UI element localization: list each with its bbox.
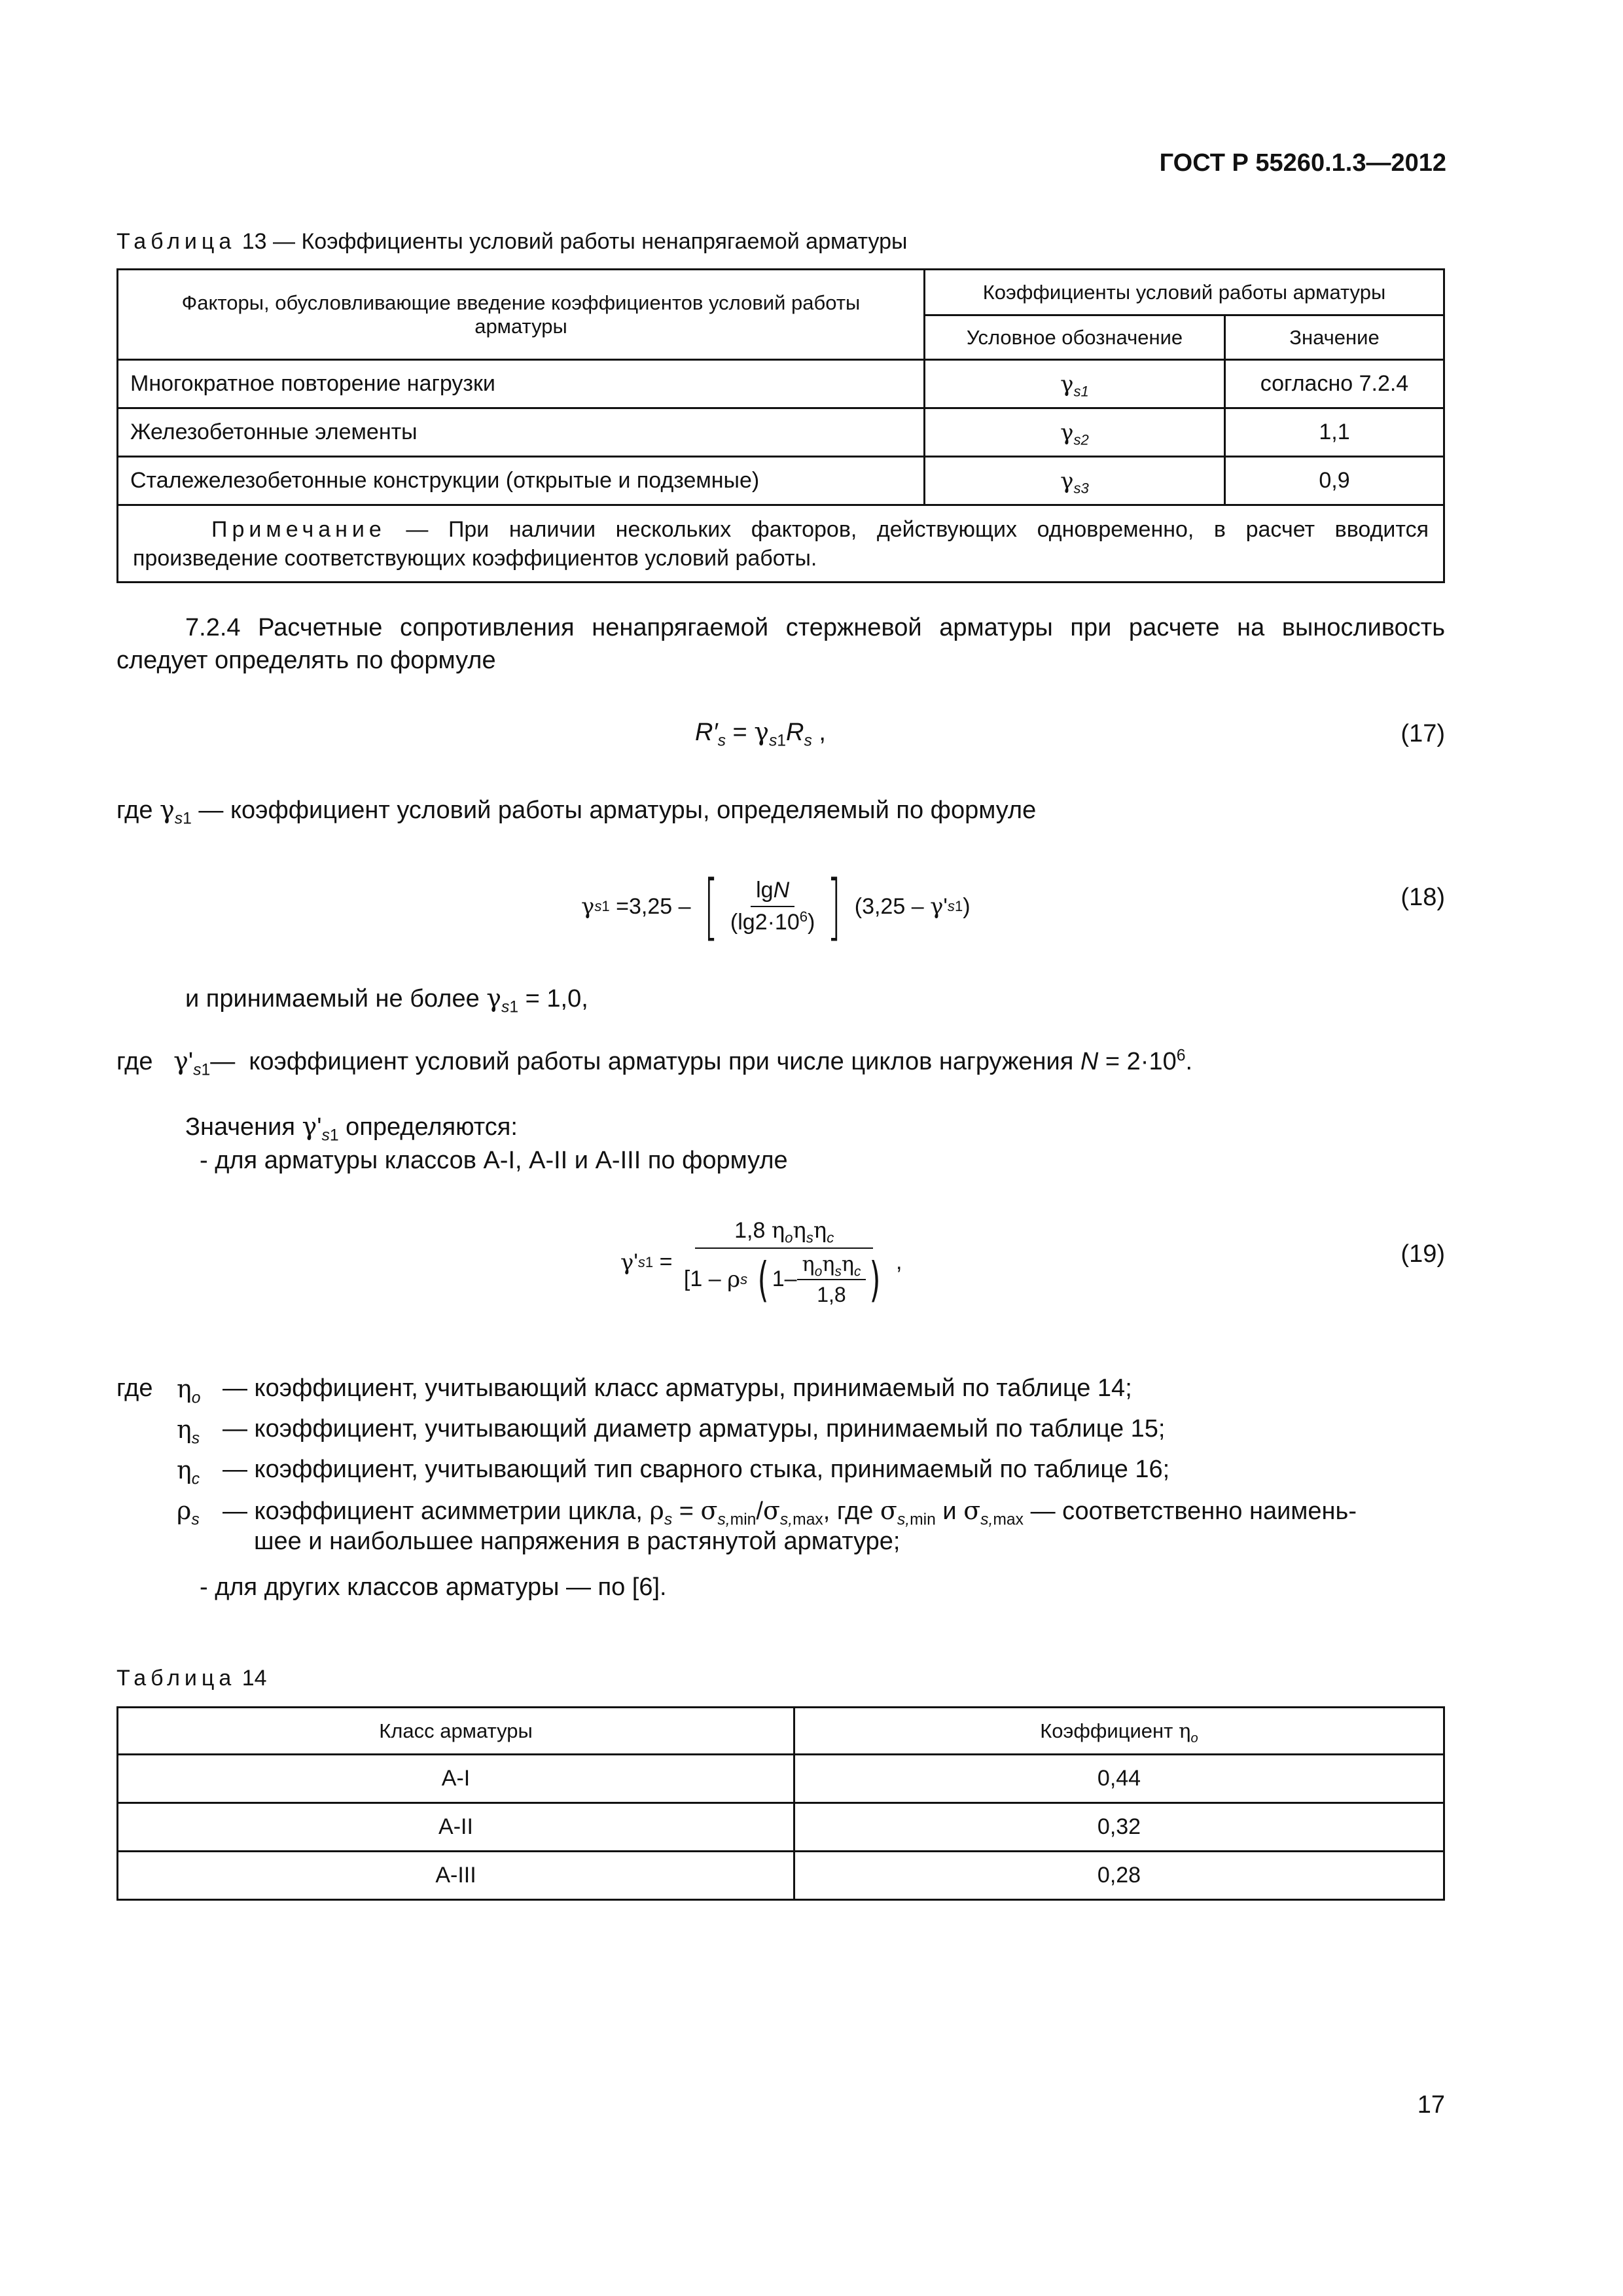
row-symbol: $\gamma_{s3}$	[925, 457, 1225, 505]
paragraph-7-2-4: 7.2.4 Расчетные сопротивления ненапрягаемой стержневой арматуры при расчете на выносливость следует определять по формуле	[116, 614, 1445, 674]
table-row	[118, 360, 1444, 408]
header-factors: Факторы, обусловливающие введение коэффициентов условий работы арматуры	[118, 270, 925, 360]
def-eta-c: $\eta_c$ — коэффициент, учитывающий тип сварного стыка, принимаемый по таблице 16;	[177, 1456, 1170, 1488]
equation-number-17: (17)	[1400, 720, 1445, 747]
equation-number-18: (18)	[1400, 884, 1445, 911]
page-number: 17	[1417, 2091, 1445, 2119]
row-coefficient: 0,28	[794, 1852, 1444, 1900]
row-class: А-III	[118, 1852, 794, 1900]
row-symbol: $\gamma_{s1}$	[925, 360, 1225, 408]
row-coefficient: 0,32	[794, 1803, 1444, 1852]
def-rho-s-continued: шее и наибольшее напряжения в растянутой арматуре;	[254, 1528, 901, 1555]
where-gamma-s1: где $\gamma_{s1}$ — коэффициент условий работы арматуры, определяемый по формуле	[116, 795, 1037, 828]
document-code: ГОСТ Р 55260.1.3—2012	[1159, 149, 1446, 177]
table13-label: Таблица	[116, 229, 236, 254]
row-class: А-II	[118, 1803, 794, 1852]
row-coefficient: 0,44	[794, 1755, 1444, 1803]
table-row	[118, 1852, 1444, 1900]
formula-18: γ s 1 = 3,25 – [ $\frac{\lg N}{(\lg 2\cdot 10^6)}$ ] (3,25 – γ ' s 1 )	[581, 865, 971, 948]
header-coefficients: Коэффициенты условий работы арматуры	[925, 270, 1444, 315]
formula-19: γ ' s 1 = 1,8 $\eta_o\eta_s\eta_c$ [1 – ρ s ( 1– $\frac{\eta_o\eta_s\eta_c}{1,8}$ ) ,	[620, 1217, 902, 1307]
row-value: 1,1	[1225, 408, 1444, 457]
row-factor: Железобетонные элементы	[118, 408, 925, 457]
accepted-limit: и принимаемый не более $\gamma_{s1} = 1,0$,	[185, 984, 588, 1016]
def-eta-o: где $\eta_o$ — коэффициент, учитывающий класс арматуры, принимаемый по таблице 14;	[116, 1374, 1132, 1407]
row-class: А-I	[118, 1755, 794, 1803]
header-class: Класс арматуры	[118, 1708, 794, 1755]
table-row	[118, 1803, 1444, 1852]
header-coefficient: Коэффициент $\eta_o$	[794, 1708, 1444, 1755]
table14-number: 14	[241, 1666, 267, 1691]
where-gamma-prime-s1: где $\gamma'_{s1}—$ коэффициент условий работы арматуры при числе циклов нагружения $N = 2\cdot 10^6$.	[116, 1047, 1193, 1079]
values-determined: Значения $\gamma'_{s1}$ определяются:	[185, 1112, 518, 1145]
table-14	[116, 1706, 1445, 1901]
row-value: 0,9	[1225, 457, 1444, 505]
formula-17: $R'_s = \gamma_{s1}R_s$ ,	[695, 717, 826, 750]
row-factor: Сталежелезобетонные конструкции (открытые и подземные)	[118, 457, 925, 505]
table14-caption	[116, 1666, 267, 1691]
classes-line: - для арматуры классов А-I, А-II и А-III по формуле	[200, 1147, 788, 1174]
table13-title: 13 — Коэффициенты условий работы ненапрягаемой арматуры	[241, 229, 908, 254]
row-value: согласно 7.2.4	[1225, 360, 1444, 408]
table-row	[118, 457, 1444, 505]
other-classes-line: - для других классов арматуры — по [6].	[200, 1573, 667, 1601]
header-value: Значение	[1225, 315, 1444, 360]
def-eta-s: $\eta_s$ — коэффициент, учитывающий диаметр арматуры, принимаемый по таблице 15;	[177, 1415, 1166, 1448]
table-row	[118, 408, 1444, 457]
table14-label: Таблица	[116, 1666, 236, 1691]
table-13	[116, 268, 1445, 583]
def-rho-s: $\rho_s$ — коэффициент асимметрии цикла, $\rho_s = \sigma_{s,min}/\sigma_{s,max}$, где $\sigma_{s,min}$ и $\sigma_{s,max}$ — соответственно наимень-	[177, 1496, 1357, 1529]
table13-caption	[116, 229, 907, 255]
header-symbol: Условное обозначение	[925, 315, 1225, 360]
row-symbol: $\gamma_{s2}$	[925, 408, 1225, 457]
row-factor: Многократное повторение нагрузки	[118, 360, 925, 408]
table13-note: Примечание — При наличии нескольких факторов, действующих одновременно, в расчет вводится произведение соответствующих коэффициентов условий работы.	[118, 505, 1444, 583]
table-row	[118, 1755, 1444, 1803]
equation-number-19: (19)	[1400, 1240, 1445, 1268]
